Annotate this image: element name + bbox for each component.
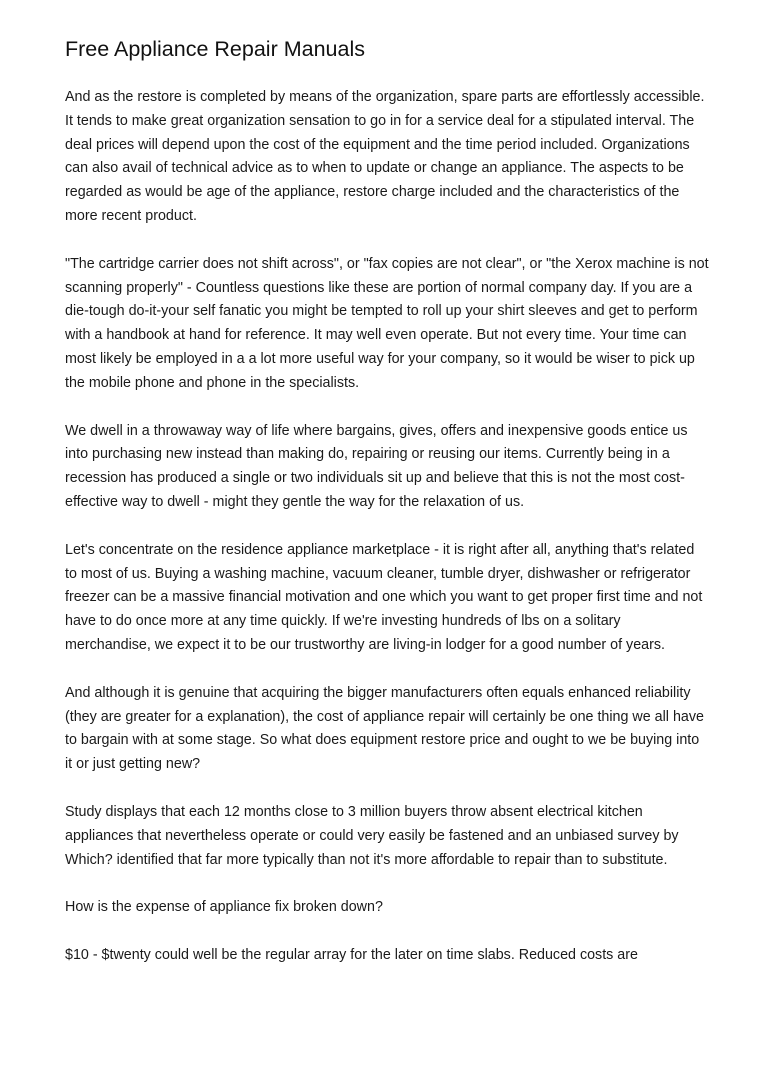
paragraph: "The cartridge carrier does not shift across", or "fax copies are not clear", or "the Xerox machine is not scanning properly" - Countless questions like these are portion of normal company day. If you are a die-tough do-it-your self fanatic you might be tempted to roll up your shirt sleeves and get to perform with a handbook at hand for reference. It may well even operate. But not every time. Your time can most likely be employed in a a lot more useful way for your company, so it would be wiser to pick up the mobile phone and phone in the specialists. [65,255,709,391]
paragraph: We dwell in a throwaway way of life where bargains, gives, offers and inexpensive goods entice us into purchasing new instead than making do, repairing or reusing our items. Currently being in a recession has produced a single or two individuals sit up and believe that this is not the most cost-effective way to dwell - might they gentle the way for the relaxation of us. [65,422,688,510]
paragraph: Let's concentrate on the residence appliance marketplace - it is right after all, anything that's related to most of us. Buying a washing machine, vacuum cleaner, tumble dryer, dishwasher or refrigerator freezer can be a massive financial motivation and one which you want to get proper first time and not have to do once more at any time quickly. If we're investing hundreds of lbs on a solitary merchandise, we expect it to be our trustworthy are living-in lodger for a good number of years. [65,541,703,653]
paragraph: $10 - $twenty could well be the regular array for the later on time slabs. Reduced costs are [65,947,638,964]
paragraph: How is the expense of appliance fix broken down? [65,899,383,916]
paragraph: Study displays that each 12 months close to 3 million buyers throw absent electrical kitchen appliances that nevertheless operate or could very easily be fastened and an unbiased survey by Which? identified that far more typically than not it's more affordable to repair than to substitute. [65,803,679,868]
paragraph: And although it is genuine that acquiring the bigger manufacturers often equals enhanced reliability (they are greater for a explanation), the cost of appliance repair will certainly be one thing we all have to bargain with at some stage. So what does equipment restore price and ought to we be buying into it or just getting new? [65,684,704,773]
document-title: Free Appliance Repair Manuals [65,37,365,61]
paragraph: And as the restore is completed by means of the organization, spare parts are effortlessly accessible. It tends to make great organization sensation to go in for a service deal for a stipulated interval. The deal prices will depend upon the cost of the equipment and the time period included. Organizations can also avail of technical advice as to when to update or change an appliance. The aspects to be regarded as would be age of the appliance, restore charge included and the characteristics of the more recent product. [65,89,705,224]
